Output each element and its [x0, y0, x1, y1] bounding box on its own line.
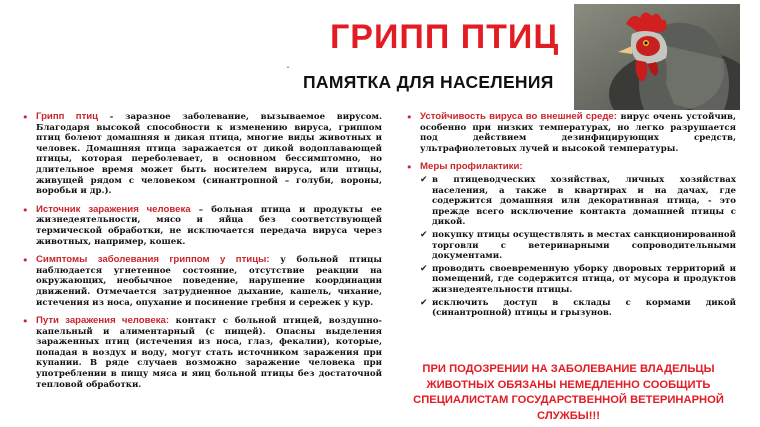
left-column — [22, 112, 382, 398]
list-item-text: покупку птицы осуществлять в местах санкционированной торговли с ветеринарными сопроводительными документами. — [432, 229, 736, 262]
section-heading: Грипп птиц — [36, 111, 99, 122]
section-heading: Симптомы заболевания гриппом у птицы: — [36, 254, 270, 266]
checkmark-icon: ✔ — [420, 174, 428, 185]
checkmark-icon: ✔ — [420, 229, 428, 240]
section-heading: Устойчивость вируса во внешней среде: — [420, 111, 617, 122]
section-flu-definition — [22, 112, 382, 197]
chicken-head-icon — [574, 4, 740, 110]
section-text: вирус очень устойчив, особенно при низких температурах, но легко разрушается под действием дезинфицирующих средств, ультрафиолетовых лучей и высокой температуры. — [420, 112, 736, 154]
section-text: – больная птица и продукты ее жизнедеятельности, мясо и яйца без соответствующей термической обработки, не исключается передача вируса через животных, например, кошек. — [36, 204, 382, 247]
section-heading: Пути заражения человека: — [36, 315, 170, 327]
bullet-icon: • — [22, 203, 29, 217]
bullet-icon: • — [406, 111, 413, 124]
section-text: контакт с больной птицей, воздушно-капельный и алиментарный (с пищей). Опасны выделения зараженных птиц (истечения из носа, глаз, фекалии), которые, попадая в воздух и воду, могут стать источником заражения при купании. В ряде случаев возможно заражение человека при употреблении в пищу мяса и яиц больной птицы без достаточной тепловой обработки. — [36, 316, 382, 390]
bullet-icon: • — [22, 315, 29, 329]
bullet-icon: • — [406, 161, 413, 175]
list-item-text: проводить своевременную уборку дворовых территорий и помещений, где содержится птица, от мусора и продуктов жизнедеятельности птицы. — [432, 263, 736, 295]
stray-mark: ˇ — [286, 66, 290, 75]
page-title: ГРИПП ПТИЦ — [330, 18, 560, 56]
checkmark-icon: ✔ — [420, 297, 428, 308]
list-item — [420, 264, 736, 296]
checkmark-icon: ✔ — [420, 263, 428, 274]
section-symptoms — [22, 255, 382, 308]
warning-notice: ПРИ ПОДОЗРЕНИИ НА ЗАБОЛЕВАНИЕ ВЛАДЕЛЬЦЫ ЖИВОТНЫХ ОБЯЗАНЫ НЕМЕДЛЕННО СООБЩИТЬ СПЕЦИАЛИСТАМ ГОСУДАРСТВЕННОЙ ВЕТЕРИНАРНОЙ СЛУЖБЫ!!! — [413, 363, 724, 422]
list-item — [420, 175, 736, 228]
section-prevention — [406, 162, 736, 318]
list-item — [420, 298, 736, 319]
page-subtitle: ПАМЯТКА ДЛЯ НАСЕЛЕНИЯ — [303, 72, 554, 92]
list-item-text: в птицеводческих хозяйствах, личных хозяйствах населения, а также в квартирах и на дачах, где содержится домашняя или декоративная птица, - это прежде всего исключение контакта домашней птицы с дикой. — [432, 174, 736, 228]
section-virus-resistance — [406, 112, 736, 154]
section-text: - заразное заболевание, вызываемое вирусом. Благодаря высокой способности к изменению вируса, гриппом птиц болеют домашняя и дикая птица, многие виды животных и человек. Домашняя птица заражается от дикой водоплавающей птицы, которая переболевает, в основном бессимптомно, но длительное время может быть носителем вируса, или птицы, живущей рядом с человеком (синантропной – голуби, вороны, воробьи и др.). — [36, 112, 382, 197]
chicken-photo — [574, 4, 740, 110]
section-text: у больной птицы наблюдается угнетенное состояние, отсутствие реакции на окружающих, необычное поведение, нарушение координации движений. Отмечается затрудненное дыхание, кашель, чихание, истечения из носа, опухание и посинение гребня и сережек у кур. — [36, 255, 383, 308]
section-heading: Источник заражения человека — [36, 203, 191, 215]
section-infection-source — [22, 205, 382, 247]
bullet-icon: • — [22, 254, 29, 268]
section-heading: Меры профилактики: — [420, 161, 523, 173]
section-transmission — [22, 316, 382, 390]
list-item — [420, 230, 736, 262]
list-item-text: исключить доступ в склады с кормами дикой (синантропной) птицы и грызунов. — [432, 297, 736, 319]
right-column — [406, 112, 736, 319]
bullet-icon: • — [22, 111, 29, 124]
